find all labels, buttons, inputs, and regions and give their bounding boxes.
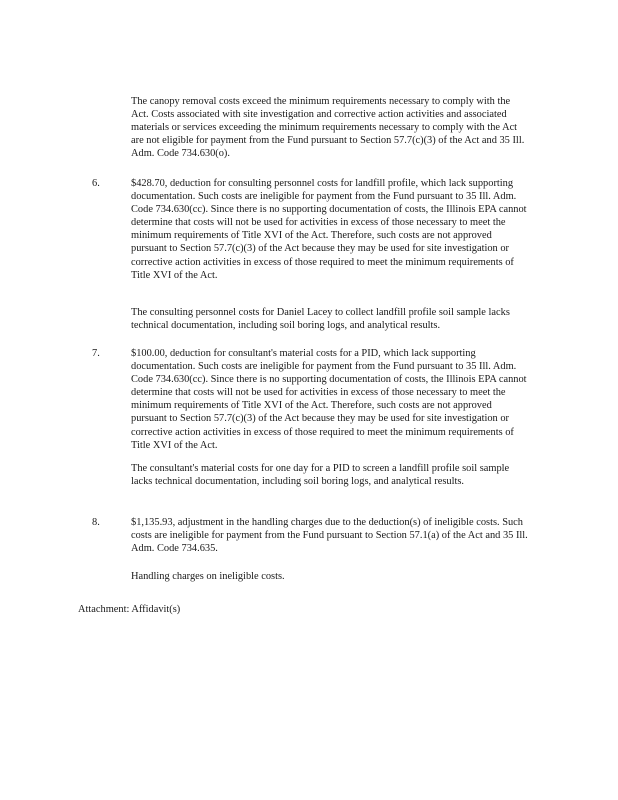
item-6-number: 6.	[92, 178, 100, 189]
item-8-number: 8.	[92, 517, 100, 528]
item-7-number: 7.	[92, 348, 100, 359]
item-7-paragraph: $100.00, deduction for consultant's material costs for a PID, which lack supporting documentation. Such costs are ineligible for payment from the Fund pursuant to 35 Ill. Adm. Code 734.630(cc). Since there is no supporting documentation of costs, the Illinois EPA cannot determine that costs will not be used for activities in excess of those necessary to meet the minimum requirements of Title XVI of the Act. Therefore, such costs are not approved pursuant to Section 57.7(c)(3) of the Act because they may be used for site investigation or corrective action activities in excess of those required to meet the minimum requirements of Title XVI of the Act.	[131, 348, 527, 451]
item-8-paragraph: $1,135.93, adjustment in the handling charges due to the deduction(s) of ineligible costs. Such costs are ineligible for payment from the Fund pursuant to Section 57.1(a) of the Act and 35 Ill. Adm. Code 734.635.	[131, 517, 528, 555]
intro-paragraph: The canopy removal costs exceed the minimum requirements necessary to comply with the Act. Costs associated with site investigation and corrective action activities and associated materials or services exceeding the minimum requirements necessary to comply with the Act are not eligible for payment from the Fund pursuant to Section 57.7(c)(3) of the Act and 35 Ill. Adm. Code 734.630(o).	[131, 96, 525, 160]
item-6-note: The consulting personnel costs for Daniel Lacey to collect landfill profile soil sample lacks technical documentation, including soil boring logs, and analytical results.	[131, 307, 510, 332]
attachment-line: Attachment: Affidavit(s)	[78, 604, 181, 615]
item-6-paragraph: $428.70, deduction for consulting personnel costs for landfill profile, which lack supporting documentation. Such costs are ineligible for payment from the Fund pursuant to 35 Ill. Adm. Code 734.630(cc). Since there is no supporting documentation of costs, the Illinois EPA cannot determine that costs will not be used for activities in excess of those necessary to meet the minimum requirements of Title XVI of the Act. Therefore, such costs are not approved pursuant to Section 57.7(c)(3) of the Act because they may be used for site investigation or corrective action activities in excess of those required to meet the minimum requirements of Title XVI of the Act.	[131, 178, 527, 281]
item-7-note: The consultant's material costs for one day for a PID to screen a landfill profile soil sample lacks technical documentation, including soil boring logs, and analytical results.	[131, 463, 510, 488]
item-8-note: Handling charges on ineligible costs.	[131, 571, 285, 582]
